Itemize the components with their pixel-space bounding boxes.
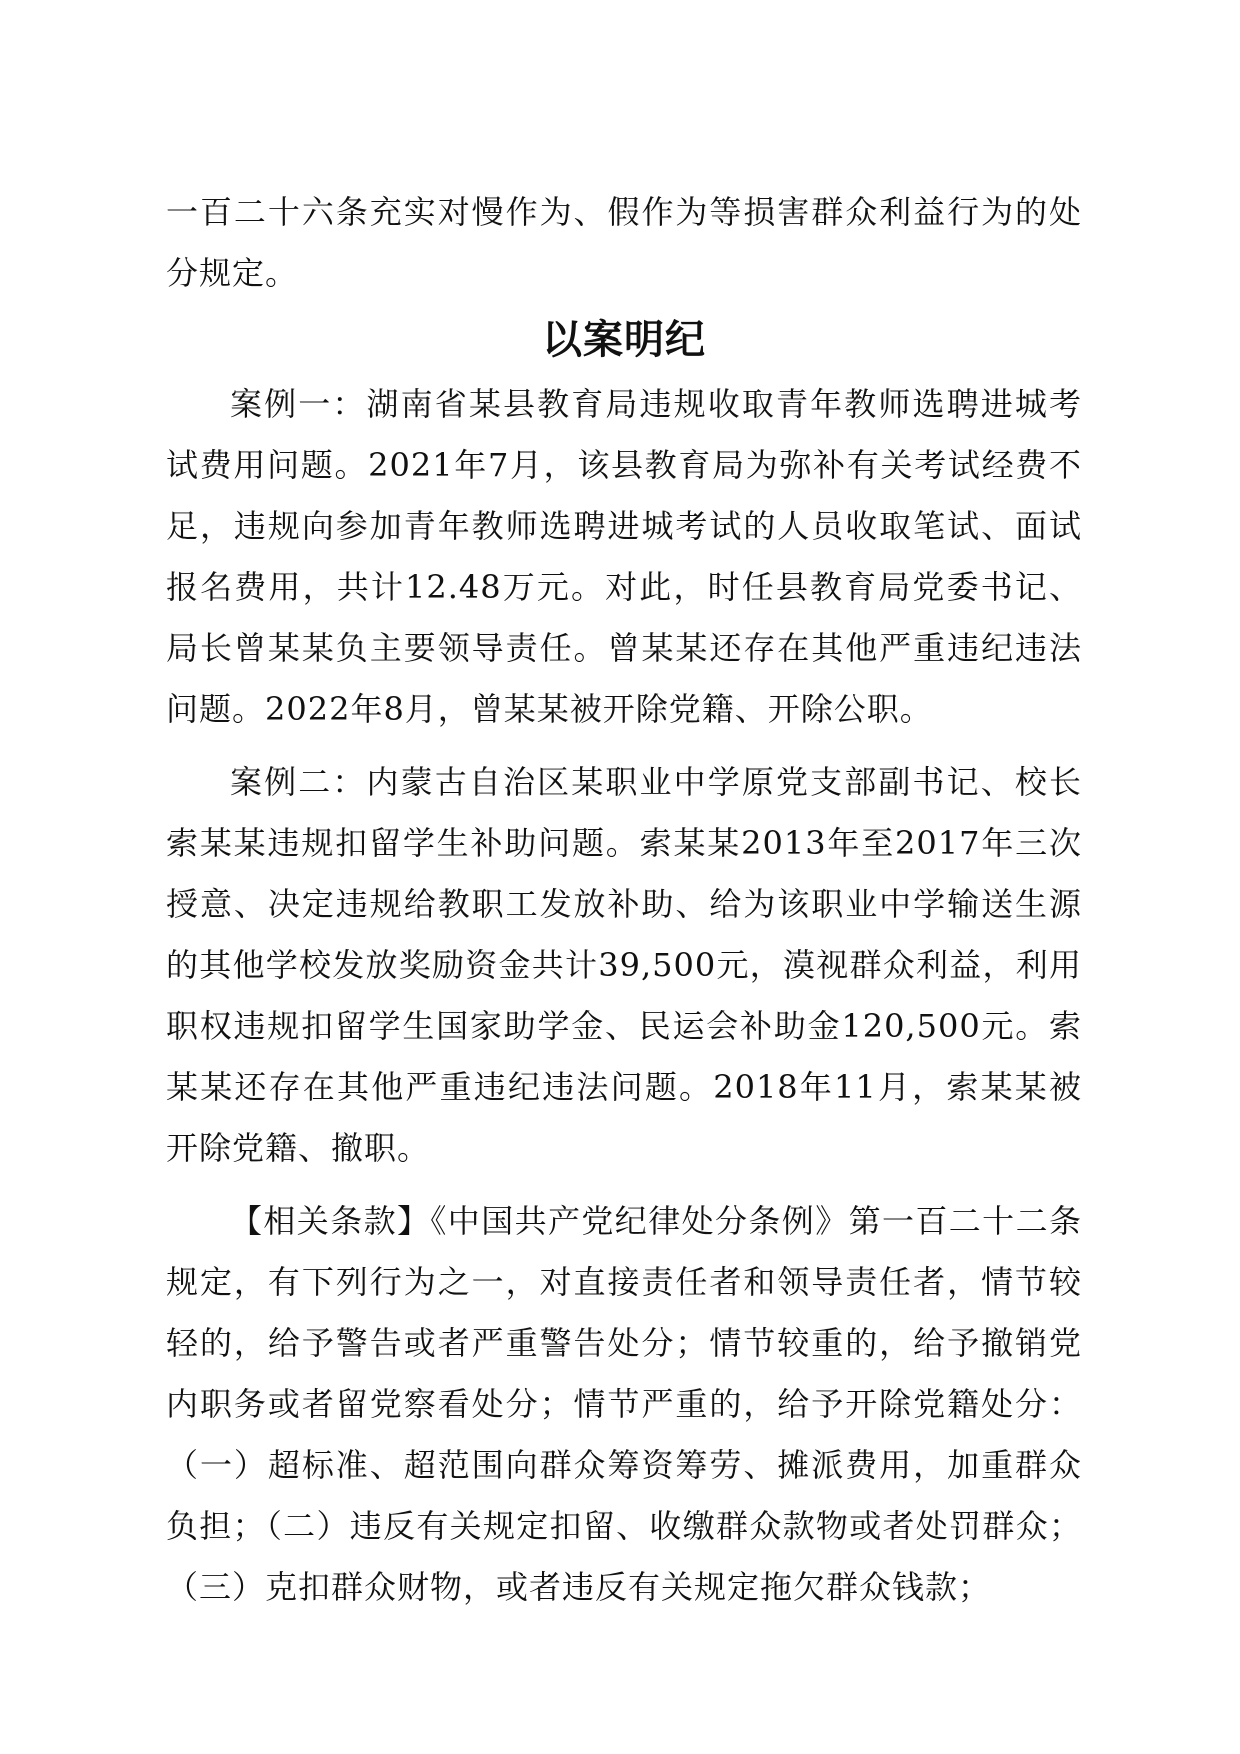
paragraph-gap	[166, 1179, 1082, 1191]
case-one-paragraph: 案例一：湖南省某县教育局违规收取青年教师选聘进城考试费用问题。2021年7月，该县教育局为弥补有关考试经费不足，违规向参加青年教师选聘进城考试的人员收取笔试、面试报名费用，共计12.48万元。对此，时任县教育局党委书记、局长曾某某负主要领导责任。曾某某还存在其他严重违纪违法问题。2022年8月，曾某某被开除党籍、开除公职。	[166, 385, 1082, 728]
continuation-paragraph: 一百二十六条充实对慢作为、假作为等损害群众利益行为的处分规定。	[166, 193, 1082, 292]
related-clause-paragraph: 【相关条款】《中国共产党纪律处分条例》第一百二十二条规定，有下列行为之一，对直接责任者和领导责任者，情节较轻的，给予警告或者严重警告处分；情节较重的，给予撤销党内职务或者留党察看处分；情节严重的，给予开除党籍处分：（一）超标准、超范围向群众筹资筹劳、摊派费用，加重群众负担；（二）违反有关规定扣留、收缴群众款物或者处罚群众；（三）克扣群众财物，或者违反有关规定拖欠群众钱款；	[166, 1202, 1082, 1606]
document-body	[166, 182, 1082, 1618]
section-title: 以案明纪	[542, 317, 706, 363]
case-two-paragraph: 案例二：内蒙古自治区某职业中学原党支部副书记、校长索某某违规扣留学生补助问题。索某某2013年至2017年三次授意、决定违规给教职工发放补助、给为该职业中学输送生源的其他学校发放奖励资金共计39,500元，漠视群众利益，利用职权违规扣留学生国家助学金、民运会补助金120,500元。索某某还存在其他严重违纪违法问题。2018年11月，索某某被开除党籍、撤职。	[166, 763, 1082, 1167]
paragraph-gap	[166, 740, 1082, 752]
